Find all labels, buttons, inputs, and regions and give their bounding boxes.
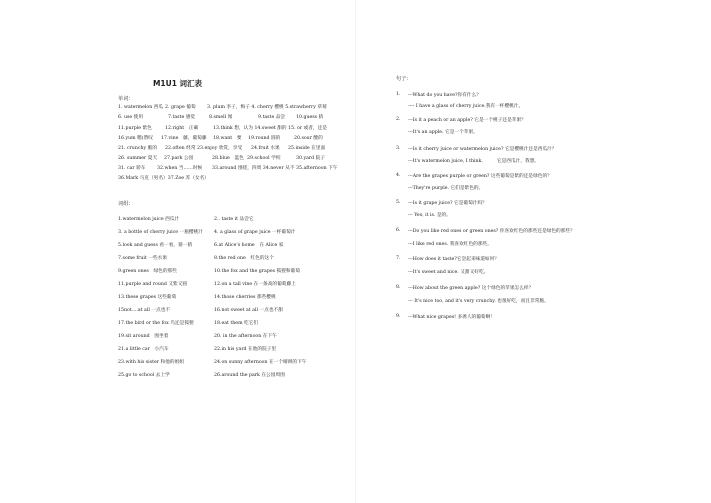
vocab-item: 8.smell 闻 bbox=[209, 115, 233, 120]
phrase-item: 6.at Alice's home 在 Alice 家 bbox=[214, 243, 284, 248]
vocab-item: 17.vine 藤，葡萄藤 bbox=[161, 136, 207, 141]
phrase-item: 14.those cherries 那些樱桃 bbox=[214, 295, 276, 300]
vocab-item: 12.right 正确 bbox=[165, 126, 199, 131]
phrase-item: 8.the red one 红色的这个 bbox=[214, 256, 274, 261]
vocab-item: 22.often 经常 23.enjoy 欣赏，享受 bbox=[165, 146, 243, 151]
vocab-item: 9.taste 品尝 bbox=[258, 115, 286, 120]
vocab-item: 11.purple 紫色 bbox=[118, 126, 152, 131]
question-text: ---Are the grapes purple or green? 这些葡萄是紫的还是绿色的？ bbox=[408, 174, 552, 179]
vocab-item: 16.yum 嗯(赞叹 bbox=[118, 136, 153, 141]
phrase-item: 1.watermelon juice 西瓜汁 bbox=[118, 217, 180, 222]
phrase-item: 17.the bird or the fox 鸟还是狐狸 bbox=[118, 321, 194, 326]
phrase-label: 词组： bbox=[118, 201, 134, 207]
vocab-item: 1. watermelon 西瓜 bbox=[118, 105, 164, 110]
vocab-item: 26. summer 夏天 bbox=[118, 156, 158, 161]
vocab-item: 30.yard 院子 bbox=[296, 156, 326, 161]
vocab-item: 27.park 公园 bbox=[164, 156, 194, 161]
question-number: 4. bbox=[396, 173, 401, 178]
question-number: 8. bbox=[396, 285, 401, 290]
phrase-item: 22.in his yard 在他的院子里 bbox=[214, 347, 277, 352]
right-page bbox=[356, 0, 711, 503]
phrase-item: 16.not sweet at all 一点也不甜 bbox=[214, 308, 283, 313]
phrase-item: 24.on sunny afternoon 在一个晴朗的下午 bbox=[214, 360, 307, 365]
phrase-item: 15not….at all 一点也不 bbox=[118, 308, 171, 313]
vocab-item: 18.want 要 bbox=[213, 136, 242, 141]
phrase-item: 13.these grapes 这些葡萄 bbox=[118, 295, 177, 300]
phrase-item: 10.the fox and the grapes 狐狸和葡萄 bbox=[214, 269, 300, 274]
answer-text: ---It's an apple. 它是一个苹果。 bbox=[408, 130, 478, 135]
answer-text: --- It's nice too, and it's very crunchy. 也很好吃，而且非常脆。 bbox=[408, 299, 549, 304]
vocab-item: 31. car 轿车 bbox=[118, 166, 146, 171]
vocab-item: 19.round 圆的 bbox=[248, 136, 281, 141]
question-number: 2. bbox=[396, 117, 401, 122]
phrase-item: 21.a little car 小汽车 bbox=[118, 347, 169, 352]
vocab-item: 28.blue 蓝色 bbox=[212, 156, 244, 161]
phrase-item: 23.with his sister 和他的姐姐 bbox=[118, 360, 184, 365]
question-text: ---Is it cherry juice or watermelon juice? 它是樱桃汁还是西瓜汁？ bbox=[408, 147, 557, 152]
question-text: ---Is it grape juice? 它是葡萄汁吗？ bbox=[408, 201, 487, 206]
phrase-item: 2.. taste it 品尝它 bbox=[214, 217, 254, 222]
vocab-item: 3. plum 李子，梅子 4. cherry 樱桃 5.strawberry 草莓 bbox=[207, 105, 327, 110]
vocab-item: 21. crunchy 脆的 bbox=[118, 146, 158, 151]
phrase-item: 26.around the park 在公园周围 bbox=[214, 373, 285, 378]
phrase-item: 19.sit around 围坐着 bbox=[118, 334, 169, 339]
vocab-item: 36.Mark 马克（男名）37.Zoe 苏（女名） bbox=[118, 176, 209, 181]
question-number: 7. bbox=[396, 256, 401, 261]
vocab-item: 10.guess 猜 bbox=[296, 115, 324, 120]
vocab-item: 7.taste 感觉 bbox=[168, 115, 196, 120]
phrase-item: 9.green ones 绿色的那些 bbox=[118, 269, 177, 274]
vocab-item: 24.fruit 水果 bbox=[251, 146, 280, 151]
phrase-item: 20. in the afternoon 在下午 bbox=[214, 334, 277, 339]
question-number: 1. bbox=[396, 92, 401, 97]
question-text: ---What do you have?你有什么？ bbox=[408, 93, 481, 98]
answer-text: ---It's watermelon juice, I think. 它是西瓜汁，我想。 bbox=[408, 159, 540, 164]
question-number: 6. bbox=[396, 228, 401, 233]
answer-text: ---They're purple. 它们是紫色的。 bbox=[408, 186, 484, 191]
phrase-item: 3. a bottle of cherry juice 一瓶樱桃汁 bbox=[118, 230, 203, 235]
question-number: 3. bbox=[396, 146, 401, 151]
page-title: M1U1 词汇表 bbox=[152, 79, 203, 88]
sentence-label: 句子： bbox=[396, 76, 412, 82]
answer-text: ---It's sweet and nice. 又甜又好吃。 bbox=[408, 270, 489, 275]
question-text: ---Is it a peach or an apple? 它是一个桃子还是苹果？ bbox=[408, 118, 526, 123]
phrase-item: 12.on a tall vine 在一条高的葡萄藤上 bbox=[214, 282, 296, 287]
answer-text: --- Yes, it is. 是的。 bbox=[408, 213, 451, 218]
question-number: 9. bbox=[396, 314, 401, 319]
question-text: ---How does it taste?它尝起来味道如何？ bbox=[408, 257, 499, 262]
phrase-item: 4. a glass of grape juice 一杯葡萄汁 bbox=[214, 230, 296, 235]
vocab-item: 25.inside 在里面 bbox=[288, 146, 326, 151]
vocab-item: 6. use 使用 bbox=[118, 115, 144, 120]
vocab-item: 20.sour 酸的 bbox=[294, 136, 323, 141]
question-text: ---What nice grapes! 多诱人的葡萄啊！ bbox=[408, 315, 495, 320]
question-number: 5. bbox=[396, 200, 401, 205]
phrase-item: 5.look and guess 看一看，猜一猜 bbox=[118, 243, 193, 248]
question-text: ---How about the green apple? 这个绿色的苹果怎么样？ bbox=[408, 286, 534, 291]
left-page bbox=[0, 0, 355, 503]
vocab-item: 2. grape 葡萄 bbox=[165, 105, 196, 110]
phrase-item: 18.eat them 吃它们 bbox=[214, 321, 259, 326]
answer-text: ---I like red ones. 我喜欢红色的那些。 bbox=[408, 242, 492, 247]
answer-text: ---- I have a glass of cherry juice.我有一杯樱桃汁。 bbox=[408, 104, 524, 109]
phrase-item: 25.go to school 去上学 bbox=[118, 373, 170, 378]
vocab-item: 33.around 围绕，四周 34.never 从不 35.afternoon 下午 bbox=[212, 166, 338, 171]
question-text: ---Do you like red ones or green ones? 你喜欢红色的那些还是绿色的那些？ bbox=[408, 229, 575, 234]
vocab-item: 29.school 学校 bbox=[247, 156, 281, 161]
vocab-item: 32.when 当……时候 bbox=[157, 166, 203, 171]
phrase-item: 7.some fruit 一些水果 bbox=[118, 256, 168, 261]
vocab-item: 13.think 想，认为 14.sweet 甜的 15. or 或者，还是 bbox=[213, 126, 328, 131]
vocab-label: 单词： bbox=[118, 96, 134, 102]
phrase-item: 11.purple and round 又紫又圆 bbox=[118, 282, 188, 287]
